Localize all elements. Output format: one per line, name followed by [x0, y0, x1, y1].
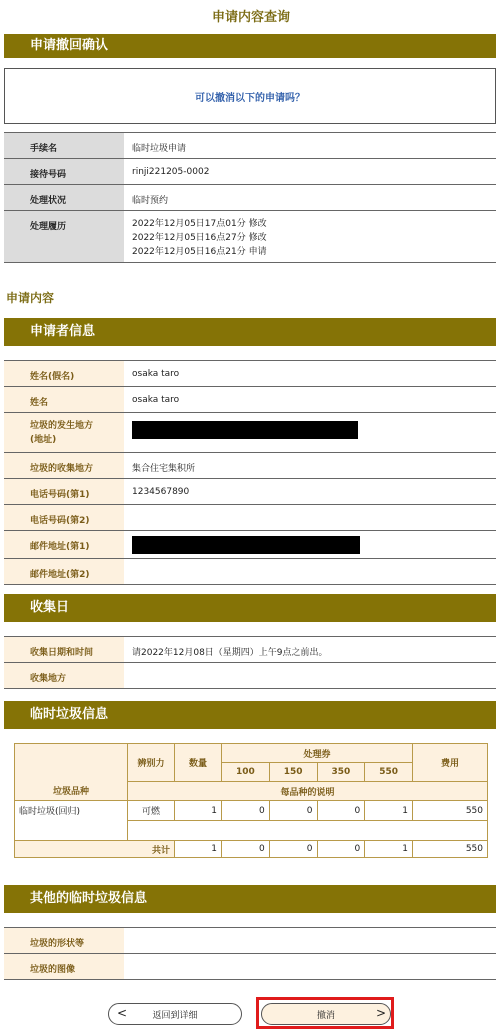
history-entry: 2022年12月05日16点27分 修改: [132, 233, 267, 243]
collection-place-label: 垃圾的收集地方: [4, 453, 124, 479]
description-cell: [128, 821, 488, 841]
col-sort-header: 辨别力: [128, 744, 175, 782]
email1-value: [124, 531, 496, 559]
table-row: [4, 663, 496, 689]
procedure-name-label: 手续名: [4, 133, 124, 159]
table-row: [4, 361, 496, 387]
table-row: [15, 801, 488, 821]
chevron-left-icon: <: [117, 1006, 128, 1020]
history-value: [124, 211, 496, 263]
t100-cell: 0: [222, 801, 270, 821]
table-row: [4, 637, 496, 663]
sort-cell: 可燃: [128, 801, 175, 821]
col-t100-header: 100: [222, 763, 270, 782]
table-row: [4, 159, 496, 185]
history-label: 处理履历: [4, 211, 124, 263]
qty-cell: 1: [175, 801, 222, 821]
email1-label: 邮件地址(第1): [4, 531, 124, 559]
phone1-value: 1234567890: [124, 479, 496, 505]
email2-label: 邮件地址(第2): [4, 559, 124, 585]
other-garbage-table: [4, 927, 496, 980]
collection-place2-label: 收集地方: [4, 663, 124, 689]
back-to-detail-button[interactable]: [108, 1003, 242, 1025]
table-row: [15, 744, 488, 763]
procedure-name-value: 临时垃圾申请: [124, 133, 496, 159]
other-garbage-band: 其他的临时垃圾信息: [4, 885, 496, 913]
phone2-label: 电话号码(第2): [4, 505, 124, 531]
collection-place2-value: [124, 663, 496, 689]
procedure-table: [4, 132, 496, 263]
name-label: 姓名: [4, 387, 124, 413]
name-value: osaka taro: [124, 387, 496, 413]
application-content-heading: 申请内容: [6, 291, 55, 305]
phone1-label: 电话号码(第1): [4, 479, 124, 505]
table-row: [4, 479, 496, 505]
redacted-block: [132, 421, 358, 439]
table-row: [4, 453, 496, 479]
table-row: [4, 954, 496, 980]
confirm-question: 可以撤消以下的申请吗？: [195, 92, 305, 104]
garbage-image-value: [124, 954, 496, 980]
collection-table: [4, 636, 496, 689]
col-desc-header: 每品种的说明: [128, 782, 488, 801]
fee-cell: 550: [413, 801, 488, 821]
table-row: [4, 928, 496, 954]
garbage-origin-value: [124, 413, 496, 453]
col-t550-header: 550: [365, 763, 413, 782]
table-row: [4, 559, 496, 585]
status-value: 临时预约: [124, 185, 496, 211]
total-t350-cell: 0: [317, 841, 365, 858]
garbage-origin-label: 垃圾的发生地方 (地址): [4, 413, 124, 453]
col-t150-header: 150: [269, 763, 317, 782]
redacted-block: [132, 536, 360, 554]
kana-name-label: 姓名(假名): [4, 361, 124, 387]
collection-place-value: 集合住宅集积所: [124, 453, 496, 479]
total-fee-cell: 550: [413, 841, 488, 858]
total-t100-cell: 0: [222, 841, 270, 858]
t350-cell: 0: [317, 801, 365, 821]
status-label: 处理状况: [4, 185, 124, 211]
garbage-shape-value: [124, 928, 496, 954]
table-row: [4, 531, 496, 559]
table-row: [4, 185, 496, 211]
back-button-label: 返回到详细: [152, 1010, 198, 1021]
chevron-right-icon: >: [375, 1006, 386, 1020]
history-entry: 2022年12月05日17点01分 修改: [132, 219, 267, 229]
reception-number-label: 接待号码: [4, 159, 124, 185]
email2-value: [124, 559, 496, 585]
col-kind-header: 垃圾品种: [15, 744, 128, 801]
page-title: 申请内容查询: [211, 10, 290, 25]
withdraw-button-label: 撤消: [316, 1010, 335, 1021]
garbage-image-label: 垃圾的图像: [4, 954, 124, 980]
t150-cell: 0: [269, 801, 317, 821]
table-row: [4, 505, 496, 531]
reception-number-value: rinji221205-0002: [124, 159, 496, 185]
garbage-shape-label: 垃圾的形状等: [4, 928, 124, 954]
applicant-table: [4, 360, 496, 585]
history-entry: 2022年12月05日16点21分 申请: [132, 247, 267, 257]
withdraw-confirm-band: 申请撤回确认: [4, 34, 496, 58]
temp-garbage-table: [14, 743, 488, 858]
collection-datetime-value: 请2022年12月08日（星期四）上午9点之前出。: [124, 637, 496, 663]
kana-name-value: osaka taro: [124, 361, 496, 387]
total-t150-cell: 0: [269, 841, 317, 858]
total-label: 共计: [15, 841, 175, 858]
collection-datetime-label: 收集日期和时间: [4, 637, 124, 663]
table-row: [4, 133, 496, 159]
applicant-band: 申请者信息: [4, 318, 496, 346]
t550-cell: 1: [365, 801, 413, 821]
phone2-value: [124, 505, 496, 531]
col-qty-header: 数量: [175, 744, 222, 782]
garbage-kind-cell: 临时垃圾(回归): [15, 801, 128, 841]
total-qty-cell: 1: [175, 841, 222, 858]
table-row: [4, 211, 496, 263]
table-row: [4, 413, 496, 453]
withdraw-button[interactable]: [261, 1003, 391, 1025]
confirm-question-box: [4, 68, 496, 124]
table-row: [4, 387, 496, 413]
temp-garbage-band: 临时垃圾信息: [4, 701, 496, 729]
total-t550-cell: 1: [365, 841, 413, 858]
table-row: [15, 841, 488, 858]
col-t350-header: 350: [317, 763, 365, 782]
collection-date-band: 收集日: [4, 594, 496, 622]
col-fee-header: 费用: [413, 744, 488, 782]
col-ticket-header: 处理券: [222, 744, 413, 763]
